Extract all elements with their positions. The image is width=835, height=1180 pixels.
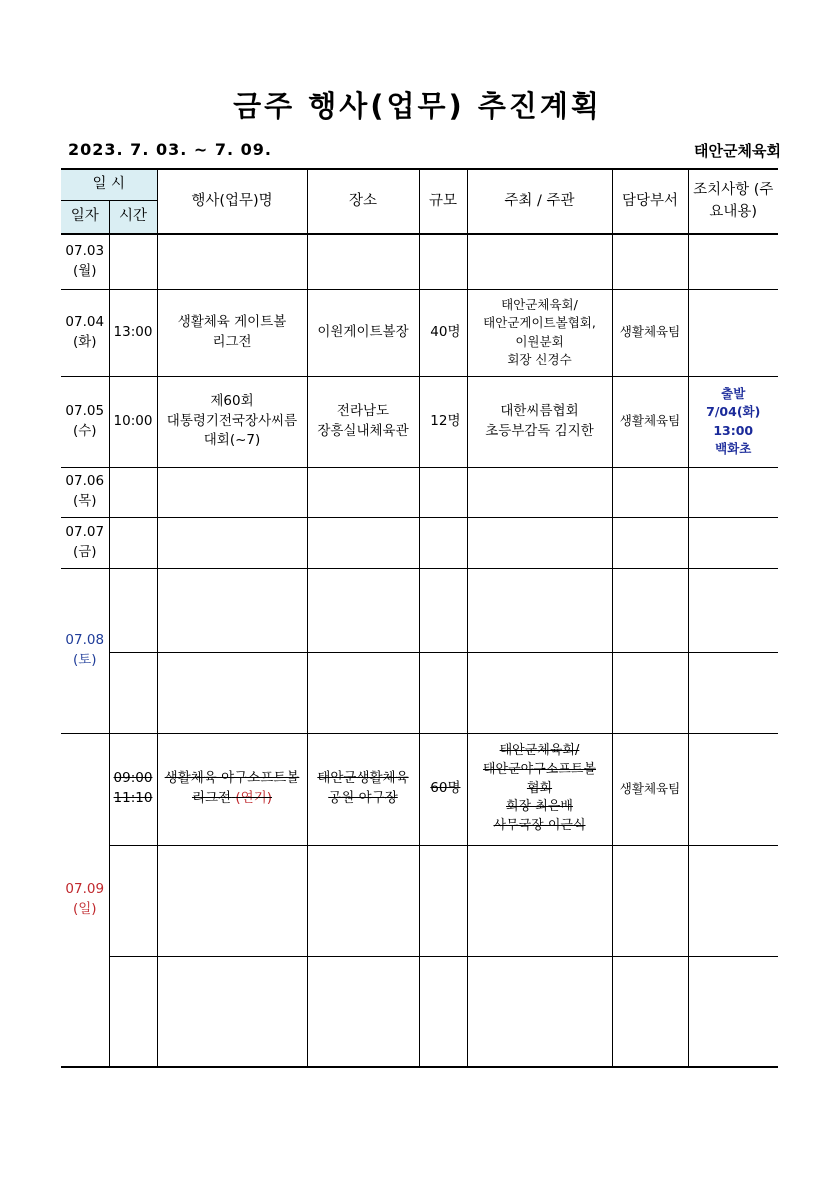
header-scale: 규모 bbox=[419, 169, 467, 234]
date-cell: 07.05 (수) bbox=[61, 376, 109, 467]
dept-cell: 생활체육팀 bbox=[612, 289, 688, 376]
postponed-note: (연기) bbox=[235, 790, 273, 806]
place-cell: 태안군생활체육 공원 야구장 bbox=[307, 733, 419, 845]
table-row bbox=[61, 467, 778, 517]
event-name-cell: 생활체육 야구소프트볼 리그전 (연기) bbox=[157, 733, 307, 845]
scale-cell: 12명 bbox=[419, 376, 467, 467]
date-cell: 07.08 (토) bbox=[61, 568, 109, 733]
table-row bbox=[61, 845, 778, 956]
date-cell: 07.06 (목) bbox=[61, 467, 109, 517]
dept-cell: 생활체육팀 bbox=[612, 376, 688, 467]
time-cell: 13:00 bbox=[109, 289, 157, 376]
table-row bbox=[61, 517, 778, 568]
period: 2023. 7. 03. ~ 7. 09. bbox=[68, 140, 272, 159]
organization: 태안군체육회 bbox=[694, 142, 781, 160]
table-row bbox=[61, 289, 778, 376]
scale-cell: 40명 bbox=[419, 289, 467, 376]
dept-cell: 생활체육팀 bbox=[612, 733, 688, 845]
date-cell: 07.03 (월) bbox=[61, 234, 109, 289]
time-cell: 10:00 bbox=[109, 376, 157, 467]
event-name-cell: 생활체육 게이트볼 리그전 bbox=[157, 289, 307, 376]
header-time: 시간 bbox=[109, 200, 157, 234]
header-date: 일자 bbox=[61, 200, 109, 234]
table-row bbox=[61, 956, 778, 1067]
header-action: 조치사항 (주요내용) bbox=[688, 169, 778, 234]
schedule-table bbox=[61, 168, 778, 1068]
table-row bbox=[61, 234, 778, 289]
header-event: 행사(업무)명 bbox=[157, 169, 307, 234]
place-cell: 전라남도 장흥실내체육관 bbox=[307, 376, 419, 467]
table-row bbox=[61, 376, 778, 467]
table-row bbox=[61, 733, 778, 845]
header-dept: 담당부서 bbox=[612, 169, 688, 234]
header-place: 장소 bbox=[307, 169, 419, 234]
table-row bbox=[61, 652, 778, 733]
time-cell: 09:00 11:10 bbox=[109, 733, 157, 845]
action-cell: 출발 7/04(화) 13:00 백화초 bbox=[688, 376, 778, 467]
host-cell: 대한씨름협회 초등부감독 김지한 bbox=[467, 376, 612, 467]
place-cell: 이원게이트볼장 bbox=[307, 289, 419, 376]
scale-cell: 60명 bbox=[419, 733, 467, 845]
header-host: 주최 / 주관 bbox=[467, 169, 612, 234]
host-cell: 태안군체육회/ 태안군야구소프트볼 협회 회장 최은배 사무국장 이근식 bbox=[467, 733, 612, 845]
header-datetime: 일 시 bbox=[61, 169, 157, 200]
date-cell: 07.07 (금) bbox=[61, 517, 109, 568]
event-name-cell: 제60회 대통령기전국장사씨름 대회(~7) bbox=[157, 376, 307, 467]
date-cell: 07.04 (화) bbox=[61, 289, 109, 376]
host-cell: 태안군체육회/ 태안군게이트볼협회, 이원분회 회장 신경수 bbox=[467, 289, 612, 376]
date-cell: 07.09 (일) bbox=[61, 733, 109, 1067]
page-title: 금주 행사(업무) 추진계획 bbox=[233, 89, 602, 123]
table-row bbox=[61, 568, 778, 652]
